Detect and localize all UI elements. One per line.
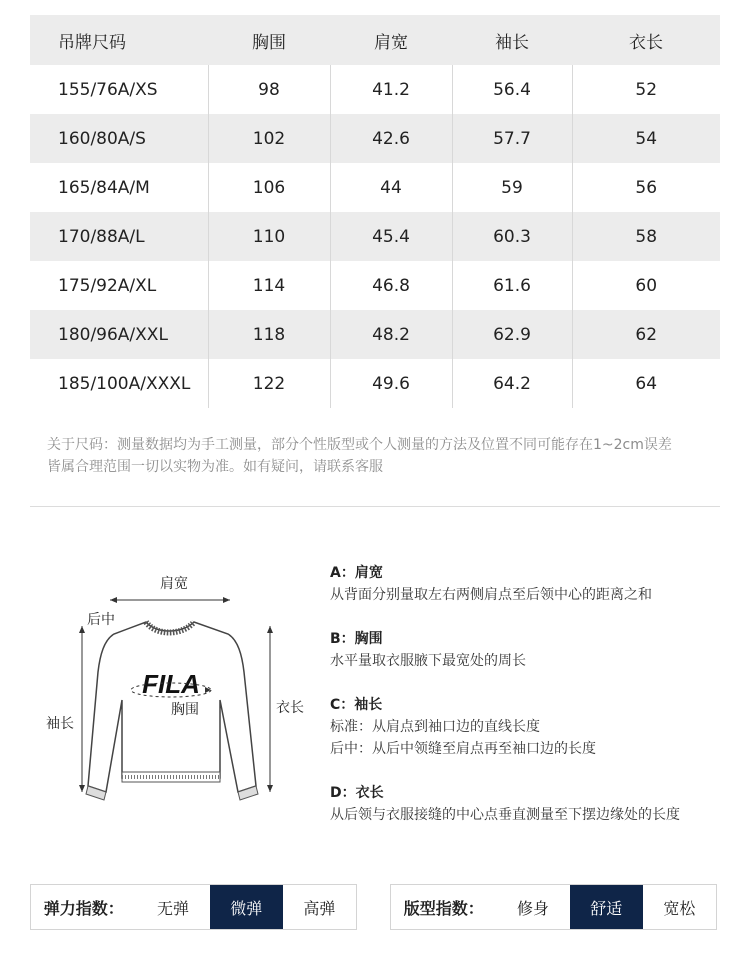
header-chest: 胸围 <box>208 15 330 65</box>
cell-chest: 122 <box>208 359 330 408</box>
cell-shoulder: 46.8 <box>330 261 452 310</box>
cell-shoulder: 45.4 <box>330 212 452 261</box>
length-label: 衣长 <box>276 700 304 716</box>
shoulder-label: 肩宽 <box>160 576 188 592</box>
definition-text: 水平量取衣服腋下最宽处的周长 <box>330 653 526 669</box>
fit-option-slim[interactable]: 修身 <box>517 898 550 918</box>
sweatshirt-illustration <box>40 560 320 820</box>
note-line: 皆属合理范围一切以实物为准。如有疑问，请联系客服 <box>47 459 383 475</box>
definition-text: 从背面分别量取左右两侧肩点至后领中心的距离之和 <box>330 587 652 603</box>
cell-sleeve: 59 <box>452 163 572 212</box>
definition-title: A：肩宽 <box>330 565 383 581</box>
table-row <box>30 310 720 359</box>
cell-sleeve: 64.2 <box>452 359 572 408</box>
table-row <box>30 114 720 163</box>
section-divider <box>30 506 720 507</box>
fit-option-loose[interactable]: 宽松 <box>663 898 696 918</box>
header-size: 吊牌尺码 <box>30 15 208 65</box>
sleeve-label: 袖长 <box>46 716 74 732</box>
elasticity-label: 弹力指数： <box>43 898 124 918</box>
cell-size: 165/84A/M <box>30 163 208 212</box>
table-row <box>30 163 720 212</box>
header-sleeve: 袖长 <box>452 15 572 65</box>
definition-text: 后中：从后中领缝至肩点再至袖口边的长度 <box>330 741 596 757</box>
cell-length: 64 <box>635 373 658 394</box>
cell-length: 60 <box>635 275 658 296</box>
cell-shoulder: 44 <box>330 163 452 212</box>
definition-title: B：胸围 <box>330 631 383 647</box>
table-row <box>30 359 720 408</box>
cell-shoulder: 48.2 <box>330 310 452 359</box>
header-shoulder: 肩宽 <box>330 15 452 65</box>
table-row <box>30 65 720 114</box>
cell-chest: 118 <box>208 310 330 359</box>
cell-shoulder: 49.6 <box>330 359 452 408</box>
measurement-note <box>47 434 737 478</box>
table-header-row <box>30 15 720 65</box>
fit-index <box>390 884 717 930</box>
cell-length: 56 <box>635 177 658 198</box>
elasticity-option-none[interactable]: 无弹 <box>157 898 190 918</box>
header-length: 衣长 <box>572 15 720 65</box>
chest-label: 胸围 <box>171 702 199 718</box>
cell-size: 180/96A/XXL <box>30 310 208 359</box>
size-table <box>30 15 720 408</box>
measurement-diagram <box>40 560 320 820</box>
cell-sleeve: 57.7 <box>452 114 572 163</box>
elasticity-option-slight[interactable]: 微弹 <box>210 885 283 929</box>
cell-chest: 98 <box>208 65 330 114</box>
definition-text: 标准：从肩点到袖口边的直线长度 <box>330 719 540 735</box>
cell-sleeve: 60.3 <box>452 212 572 261</box>
definition-length <box>330 782 730 826</box>
cell-length: 62 <box>572 310 720 359</box>
cell-chest: 114 <box>208 261 330 310</box>
cell-shoulder: 41.2 <box>330 65 452 114</box>
cell-chest: 102 <box>208 114 330 163</box>
elasticity-option-high[interactable]: 高弹 <box>303 898 336 918</box>
cell-length: 52 <box>635 79 658 100</box>
definition-sleeve <box>330 694 730 760</box>
fit-option-comfort[interactable]: 舒适 <box>570 885 643 929</box>
fit-label: 版型指数： <box>403 898 484 918</box>
definition-title: D：衣长 <box>330 785 384 801</box>
cell-length: 58 <box>572 212 720 261</box>
cell-size: 160/80A/S <box>30 114 208 163</box>
definition-shoulder <box>330 562 730 606</box>
cell-sleeve: 61.6 <box>452 261 572 310</box>
table-row <box>30 212 720 261</box>
cell-shoulder: 42.6 <box>330 114 452 163</box>
cell-length: 54 <box>572 114 720 163</box>
back-center-label: 后中 <box>87 612 115 628</box>
cell-chest: 110 <box>208 212 330 261</box>
elasticity-index <box>30 884 357 930</box>
cell-size: 175/92A/XL <box>30 261 208 310</box>
cell-size: 155/76A/XS <box>30 65 208 114</box>
cell-sleeve: 62.9 <box>452 310 572 359</box>
definition-chest <box>330 628 730 672</box>
cell-chest: 106 <box>208 163 330 212</box>
definition-title: C：袖长 <box>330 697 383 713</box>
measurement-definitions <box>330 562 730 848</box>
cell-size: 185/100A/XXXL <box>30 359 208 408</box>
table-row <box>30 261 720 310</box>
definition-text: 从后领与衣服接缝的中心点垂直测量至下摆边缘处的长度 <box>330 807 680 823</box>
cell-size: 170/88A/L <box>30 212 208 261</box>
note-line: 关于尺码：测量数据均为手工测量，部分个性版型或个人测量的方法及位置不同可能存在1~2cm误差 <box>47 437 672 453</box>
cell-sleeve: 56.4 <box>452 65 572 114</box>
fila-logo: FILA <box>142 669 200 699</box>
